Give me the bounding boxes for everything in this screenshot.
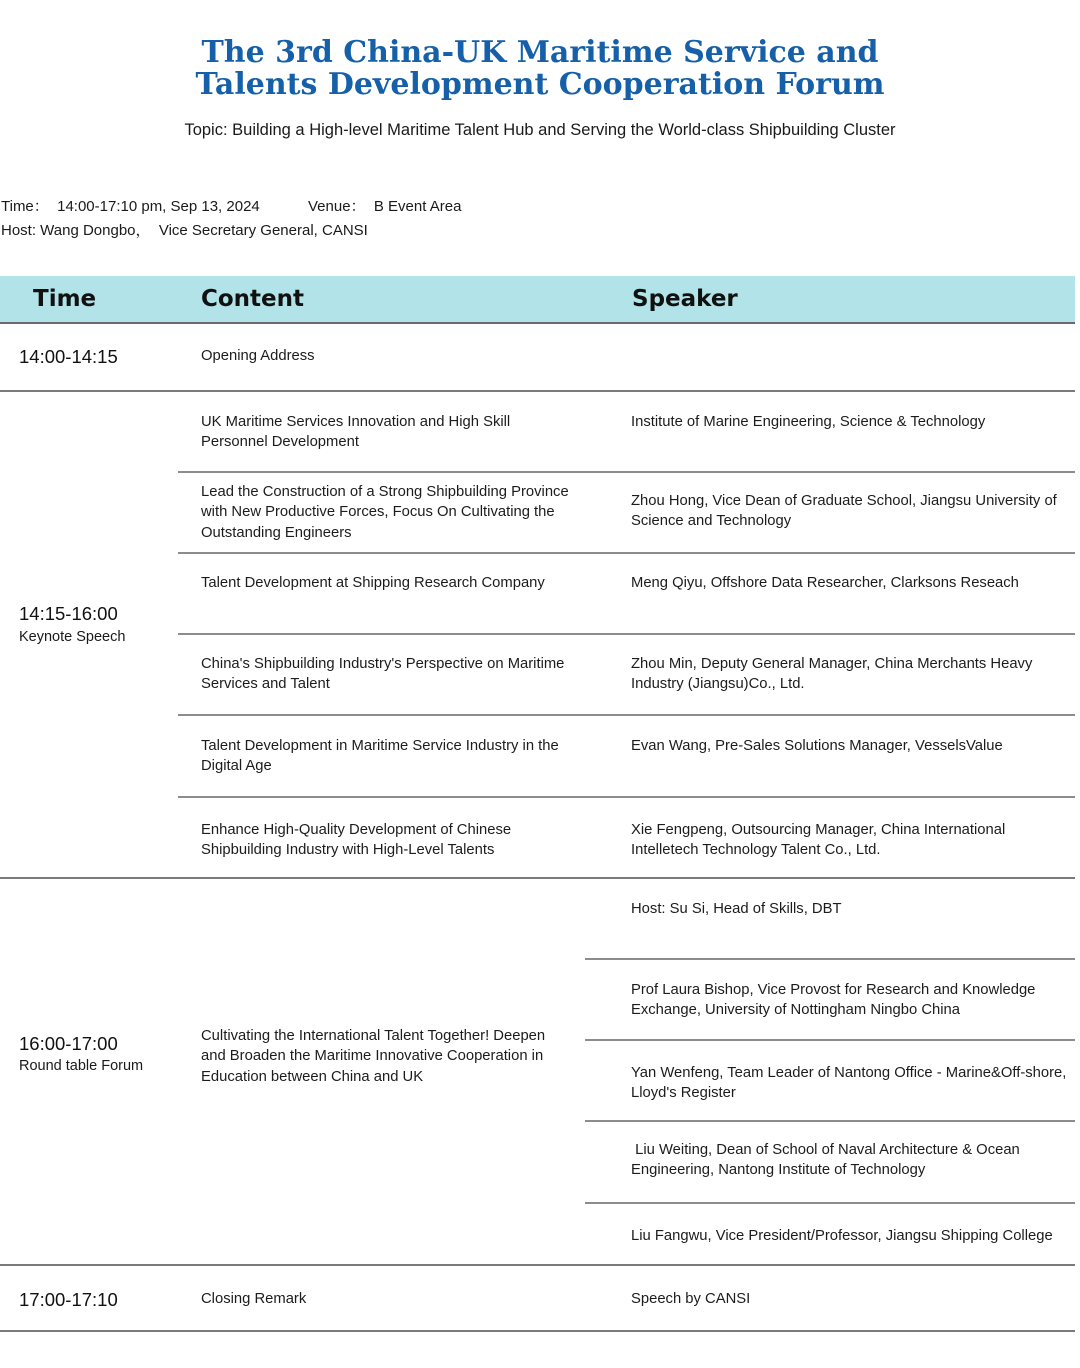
keynote-label: Keynote Speech — [19, 629, 126, 645]
table-header — [0, 276, 1075, 324]
keynote-content-3: Talent Development at Shipping Research Company — [201, 575, 545, 591]
closing-time: 17:00-17:10 — [19, 1289, 118, 1310]
roundtable-label: Round table Forum — [19, 1058, 144, 1074]
row-divider — [178, 633, 1075, 635]
table-bottom-border — [0, 1330, 1075, 1332]
row-divider — [178, 714, 1075, 716]
event-host: Host: Wang Dongbo， Vice Secretary General, CANSI — [1, 222, 368, 239]
row-divider — [0, 1264, 1075, 1266]
keynote-speaker-4: Zhou Min, Deputy General Manager, China Merchants Heavy Industry (Jiangsu)Co., Ltd. — [631, 656, 1033, 693]
roundtable-speaker-3: Yan Wenfeng, Team Leader of Nantong Office - Marine&Off-shore, Lloyd's Register — [631, 1065, 1067, 1102]
header-content: Content — [201, 286, 305, 312]
keynote-speaker-3: Meng Qiyu, Offshore Data Researcher, Clarksons Reseach — [631, 575, 1019, 591]
closing-content: Closing Remark — [201, 1291, 307, 1307]
keynote-content-5: Talent Development in Maritime Service Industry in the Digital Age — [201, 738, 559, 775]
roundtable-speaker-2: Prof Laura Bishop, Vice Provost for Research and Knowledge Exchange, University of Nottingham Ningbo China — [631, 982, 1036, 1019]
forum-topic: Topic: Building a High-level Maritime Talent Hub and Serving the World-class Shipbuilding Cluster — [184, 121, 896, 139]
keynote-content-6: Enhance High-Quality Development of Chinese Shipbuilding Industry with High-Level Talents — [201, 822, 512, 859]
opening-content: Opening Address — [201, 348, 315, 364]
roundtable-content: Cultivating the International Talent Together! Deepen and Broaden the Maritime Innovative Cooperation in Education between China and UK — [201, 1028, 546, 1085]
keynote-speaker-2: Zhou Hong, Vice Dean of Graduate School, Jiangsu University of Science and Technology — [631, 493, 1057, 530]
header-time: Time — [33, 286, 97, 312]
keynote-speaker-5: Evan Wang, Pre-Sales Solutions Manager, VesselsValue — [631, 738, 1003, 754]
closing-speaker: Speech by CANSI — [631, 1291, 751, 1307]
keynote-content-2: Lead the Construction of a Strong Shipbuilding Province with New Productive Forces, Focus On Cultivating the Outstanding Engineers — [201, 484, 569, 541]
event-time: Time： 14:00-17:10 pm, Sep 13, 2024 — [1, 198, 260, 215]
row-divider — [0, 390, 1075, 392]
keynote-speaker-1: Institute of Marine Engineering, Science & Technology — [631, 414, 986, 430]
keynote-content-4: China's Shipbuilding Industry's Perspective on Maritime Services and Talent — [201, 656, 565, 693]
keynote-speaker-6: Xie Fengpeng, Outsourcing Manager, China International Intelletech Technology Talent Co., Ltd. — [631, 822, 1006, 859]
roundtable-speaker-1: Host: Su Si, Head of Skills, DBT — [631, 901, 842, 917]
row-divider — [178, 796, 1075, 798]
keynote-content-1: UK Maritime Services Innovation and High Skill Personnel Development — [201, 414, 511, 451]
roundtable-speaker-4: Liu Weiting, Dean of School of Naval Architecture & Ocean Engineering, Nantong Institute of Technology — [631, 1142, 1024, 1179]
row-divider — [178, 552, 1075, 554]
roundtable-speaker-5: Liu Fangwu, Vice President/Professor, Jiangsu Shipping College — [631, 1228, 1053, 1244]
event-venue: Venue： B Event Area — [308, 198, 462, 215]
forum-title-line-2: Talents Development Cooperation Forum — [195, 67, 885, 102]
row-divider — [585, 1039, 1075, 1041]
row-divider — [178, 471, 1075, 473]
header-speaker: Speaker — [632, 286, 738, 312]
row-divider — [0, 877, 1075, 879]
opening-time: 14:00-14:15 — [19, 346, 118, 367]
keynote-time: 14:15-16:00 — [19, 603, 118, 624]
row-divider — [585, 1202, 1075, 1204]
row-divider — [585, 1120, 1075, 1122]
roundtable-time: 16:00-17:00 — [19, 1033, 118, 1054]
row-divider — [585, 958, 1075, 960]
forum-title-line-1: The 3rd China-UK Maritime Service and — [201, 35, 879, 70]
